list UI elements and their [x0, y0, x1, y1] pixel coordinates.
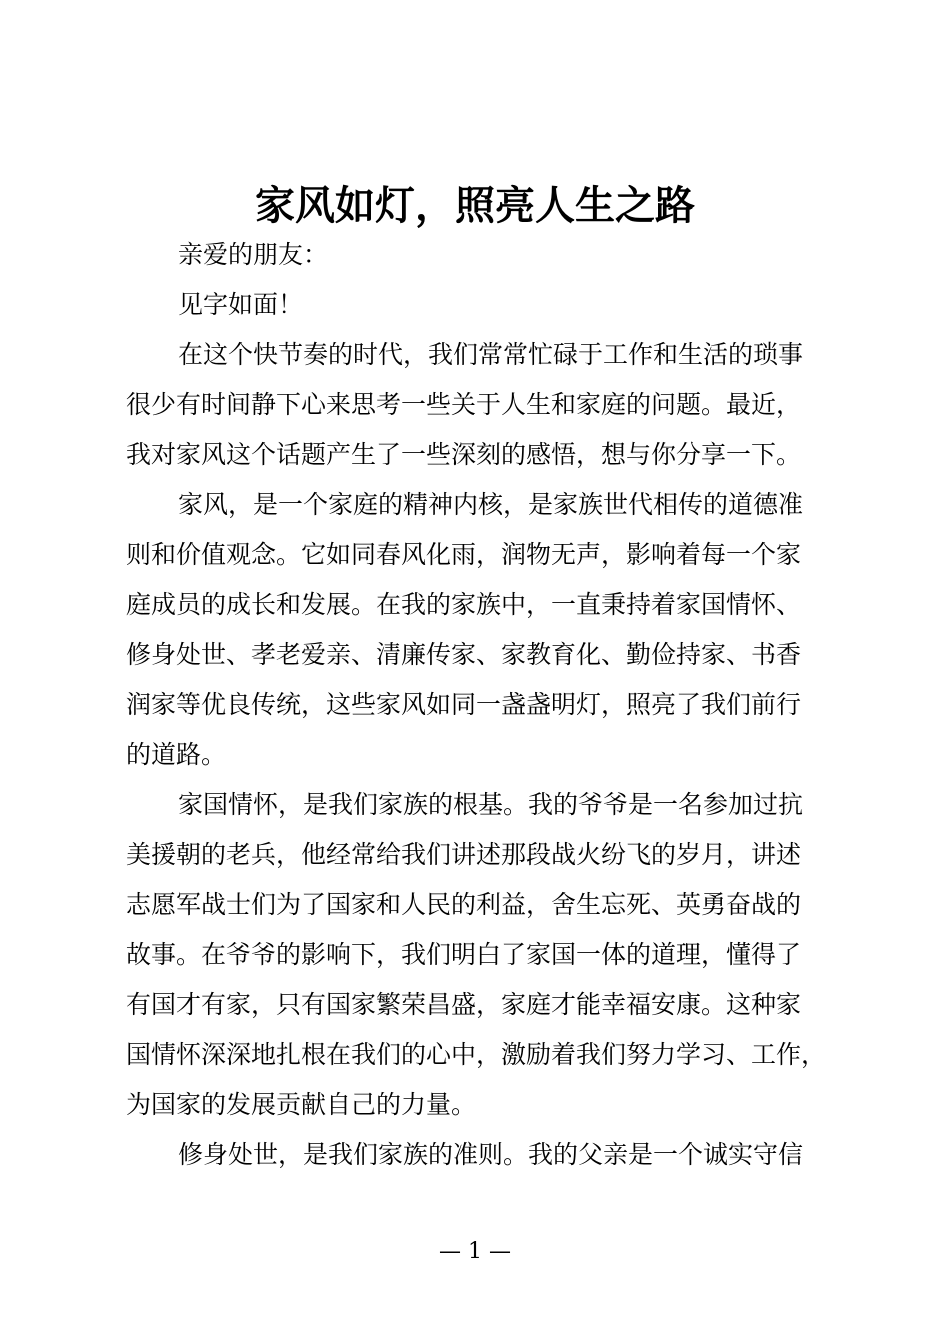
paragraph-1 — [126, 330, 832, 480]
greeting-line — [126, 280, 832, 330]
paragraph-line: 故事。在爷爷的影响下，我们明白了家国一体的道理，懂得了 — [126, 940, 802, 969]
paragraph-line: 美援朝的老兵，他经常给我们讲述那段战火纷飞的岁月，讲述 — [126, 840, 802, 869]
paragraph-line: 则和价值观念。它如同春风化雨，润物无声，影响着每一个家 — [126, 540, 802, 569]
document-title: 家风如灯，照亮人生之路 — [255, 182, 695, 229]
greeting: 见字如面！ — [178, 290, 304, 319]
paragraph-line: 家国情怀，是我们家族的根基。我的爷爷是一名参加过抗 — [178, 790, 804, 819]
document-body — [126, 230, 832, 1180]
paragraph-line: 修身处世，是我们家族的准则。我的父亲是一个诚实守信 — [178, 1140, 804, 1169]
paragraph-line: 我对家风这个话题产生了一些深刻的感悟，想与你分享一下。 — [126, 440, 802, 469]
page-number: — 1 — — [439, 1239, 511, 1264]
paragraph-line: 国情怀深深地扎根在我们的心中，激励着我们努力学习、工作， — [126, 1040, 827, 1069]
paragraph-line: 志愿军战士们为了国家和人民的利益，舍生忘死、英勇奋战的 — [126, 890, 802, 919]
paragraph-2 — [126, 480, 832, 780]
paragraph-line: 有国才有家，只有国家繁荣昌盛，家庭才能幸福安康。这种家 — [126, 990, 802, 1019]
paragraph-line: 很少有时间静下心来思考一些关于人生和家庭的问题。最近， — [126, 390, 802, 419]
paragraph-line: 修身处世、孝老爱亲、清廉传家、家教育化、勤俭持家、书香 — [126, 640, 802, 669]
paragraph-3 — [126, 780, 832, 1130]
paragraph-line: 为国家的发展贡献自己的力量。 — [126, 1090, 477, 1119]
paragraph-line: 在这个快节奏的时代，我们常常忙碌于工作和生活的琐事 — [178, 340, 804, 369]
paragraph-line: 家风，是一个家庭的精神内核，是家族世代相传的道德准 — [178, 490, 804, 519]
salutation-line — [126, 230, 832, 280]
paragraph-4 — [126, 1130, 832, 1180]
salutation: 亲爱的朋友： — [178, 240, 329, 269]
paragraph-line: 润家等优良传统，这些家风如同一盏盏明灯，照亮了我们前行 — [126, 690, 802, 719]
paragraph-line: 庭成员的成长和发展。在我的家族中，一直秉持着家国情怀、 — [126, 590, 802, 619]
paragraph-line: 的道路。 — [126, 740, 227, 769]
